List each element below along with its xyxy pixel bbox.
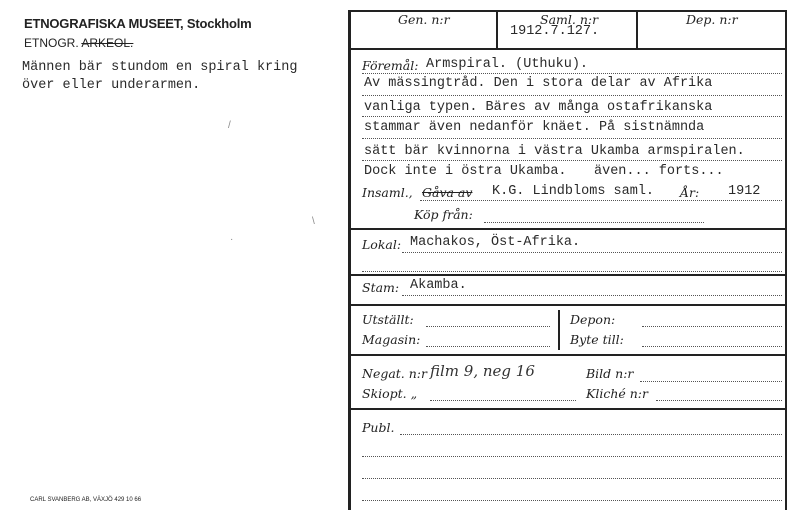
note-line-2: över eller underarmen. <box>22 78 201 93</box>
department-prefix: ETNOGR. <box>24 36 79 50</box>
dep-nr-label: Dep. n:r <box>686 12 738 27</box>
printer-imprint: CARL SVANBERG AB, VÄXJÖ 429 10 66 <box>30 497 142 503</box>
publ-label: Publ. <box>362 420 395 435</box>
insaml-label: Insaml., <box>362 185 413 200</box>
kliche-label: Kliché n:r <box>586 386 648 401</box>
card-right-border <box>785 10 787 510</box>
gen-nr-label: Gen. n:r <box>398 12 450 27</box>
skiopt-label: Skiopt. „ <box>362 386 418 401</box>
negat-value: film 9, neg 16 <box>430 362 535 380</box>
depon-label: Depon: <box>570 312 616 327</box>
department-line <box>24 36 133 50</box>
foremal-line-2: Av mässingtråd. Den i stora delar av Afrika <box>364 76 713 91</box>
negat-label: Negat. n:r <box>362 366 427 381</box>
saml-nr-label: Saml. n:r <box>540 12 599 27</box>
utstallt-label: Utställt: <box>362 312 414 327</box>
lokal-value: Machakos, Öst-Afrika. <box>410 235 581 250</box>
museum-name: ETNOGRAFISKA MUSEET, Stockholm <box>24 16 252 31</box>
foremal-line-7: även... forts... <box>594 164 724 179</box>
kop-label: Köp från: <box>414 207 473 222</box>
foremal-line-1: Armspiral. (Uthuku). <box>426 57 589 72</box>
department-struck: ARKEOL. <box>81 36 134 50</box>
byte-label: Byte till: <box>570 332 624 347</box>
ar-label: År: <box>680 185 700 200</box>
card-left-border <box>348 10 351 510</box>
foremal-line-6: Dock inte i östra Ukamba. <box>364 164 567 179</box>
magasin-label: Magasin: <box>362 332 421 347</box>
ar-value: 1912 <box>728 184 761 199</box>
saml-nr-value: 1912.7.127. <box>510 24 600 39</box>
stam-value: Akamba. <box>410 278 467 293</box>
lokal-label: Lokal: <box>362 237 402 252</box>
foremal-line-4: stammar även nedanför knäet. På sistnämnda <box>364 120 705 135</box>
foremal-line-5: sätt bär kvinnorna i västra Ukamba armspiralen. <box>364 144 745 159</box>
stam-label: Stam: <box>362 280 400 295</box>
bild-label: Bild n:r <box>586 366 634 381</box>
note-line-1: Männen bär stundom en spiral kring <box>22 60 298 75</box>
foremal-label: Föremål: <box>362 58 419 73</box>
foremal-line-3: vanliga typen. Bäres av många ostafrikanska <box>364 100 713 115</box>
insaml-struck: Gåva av <box>422 185 473 200</box>
insaml-value: K.G. Lindbloms saml. <box>492 184 655 199</box>
